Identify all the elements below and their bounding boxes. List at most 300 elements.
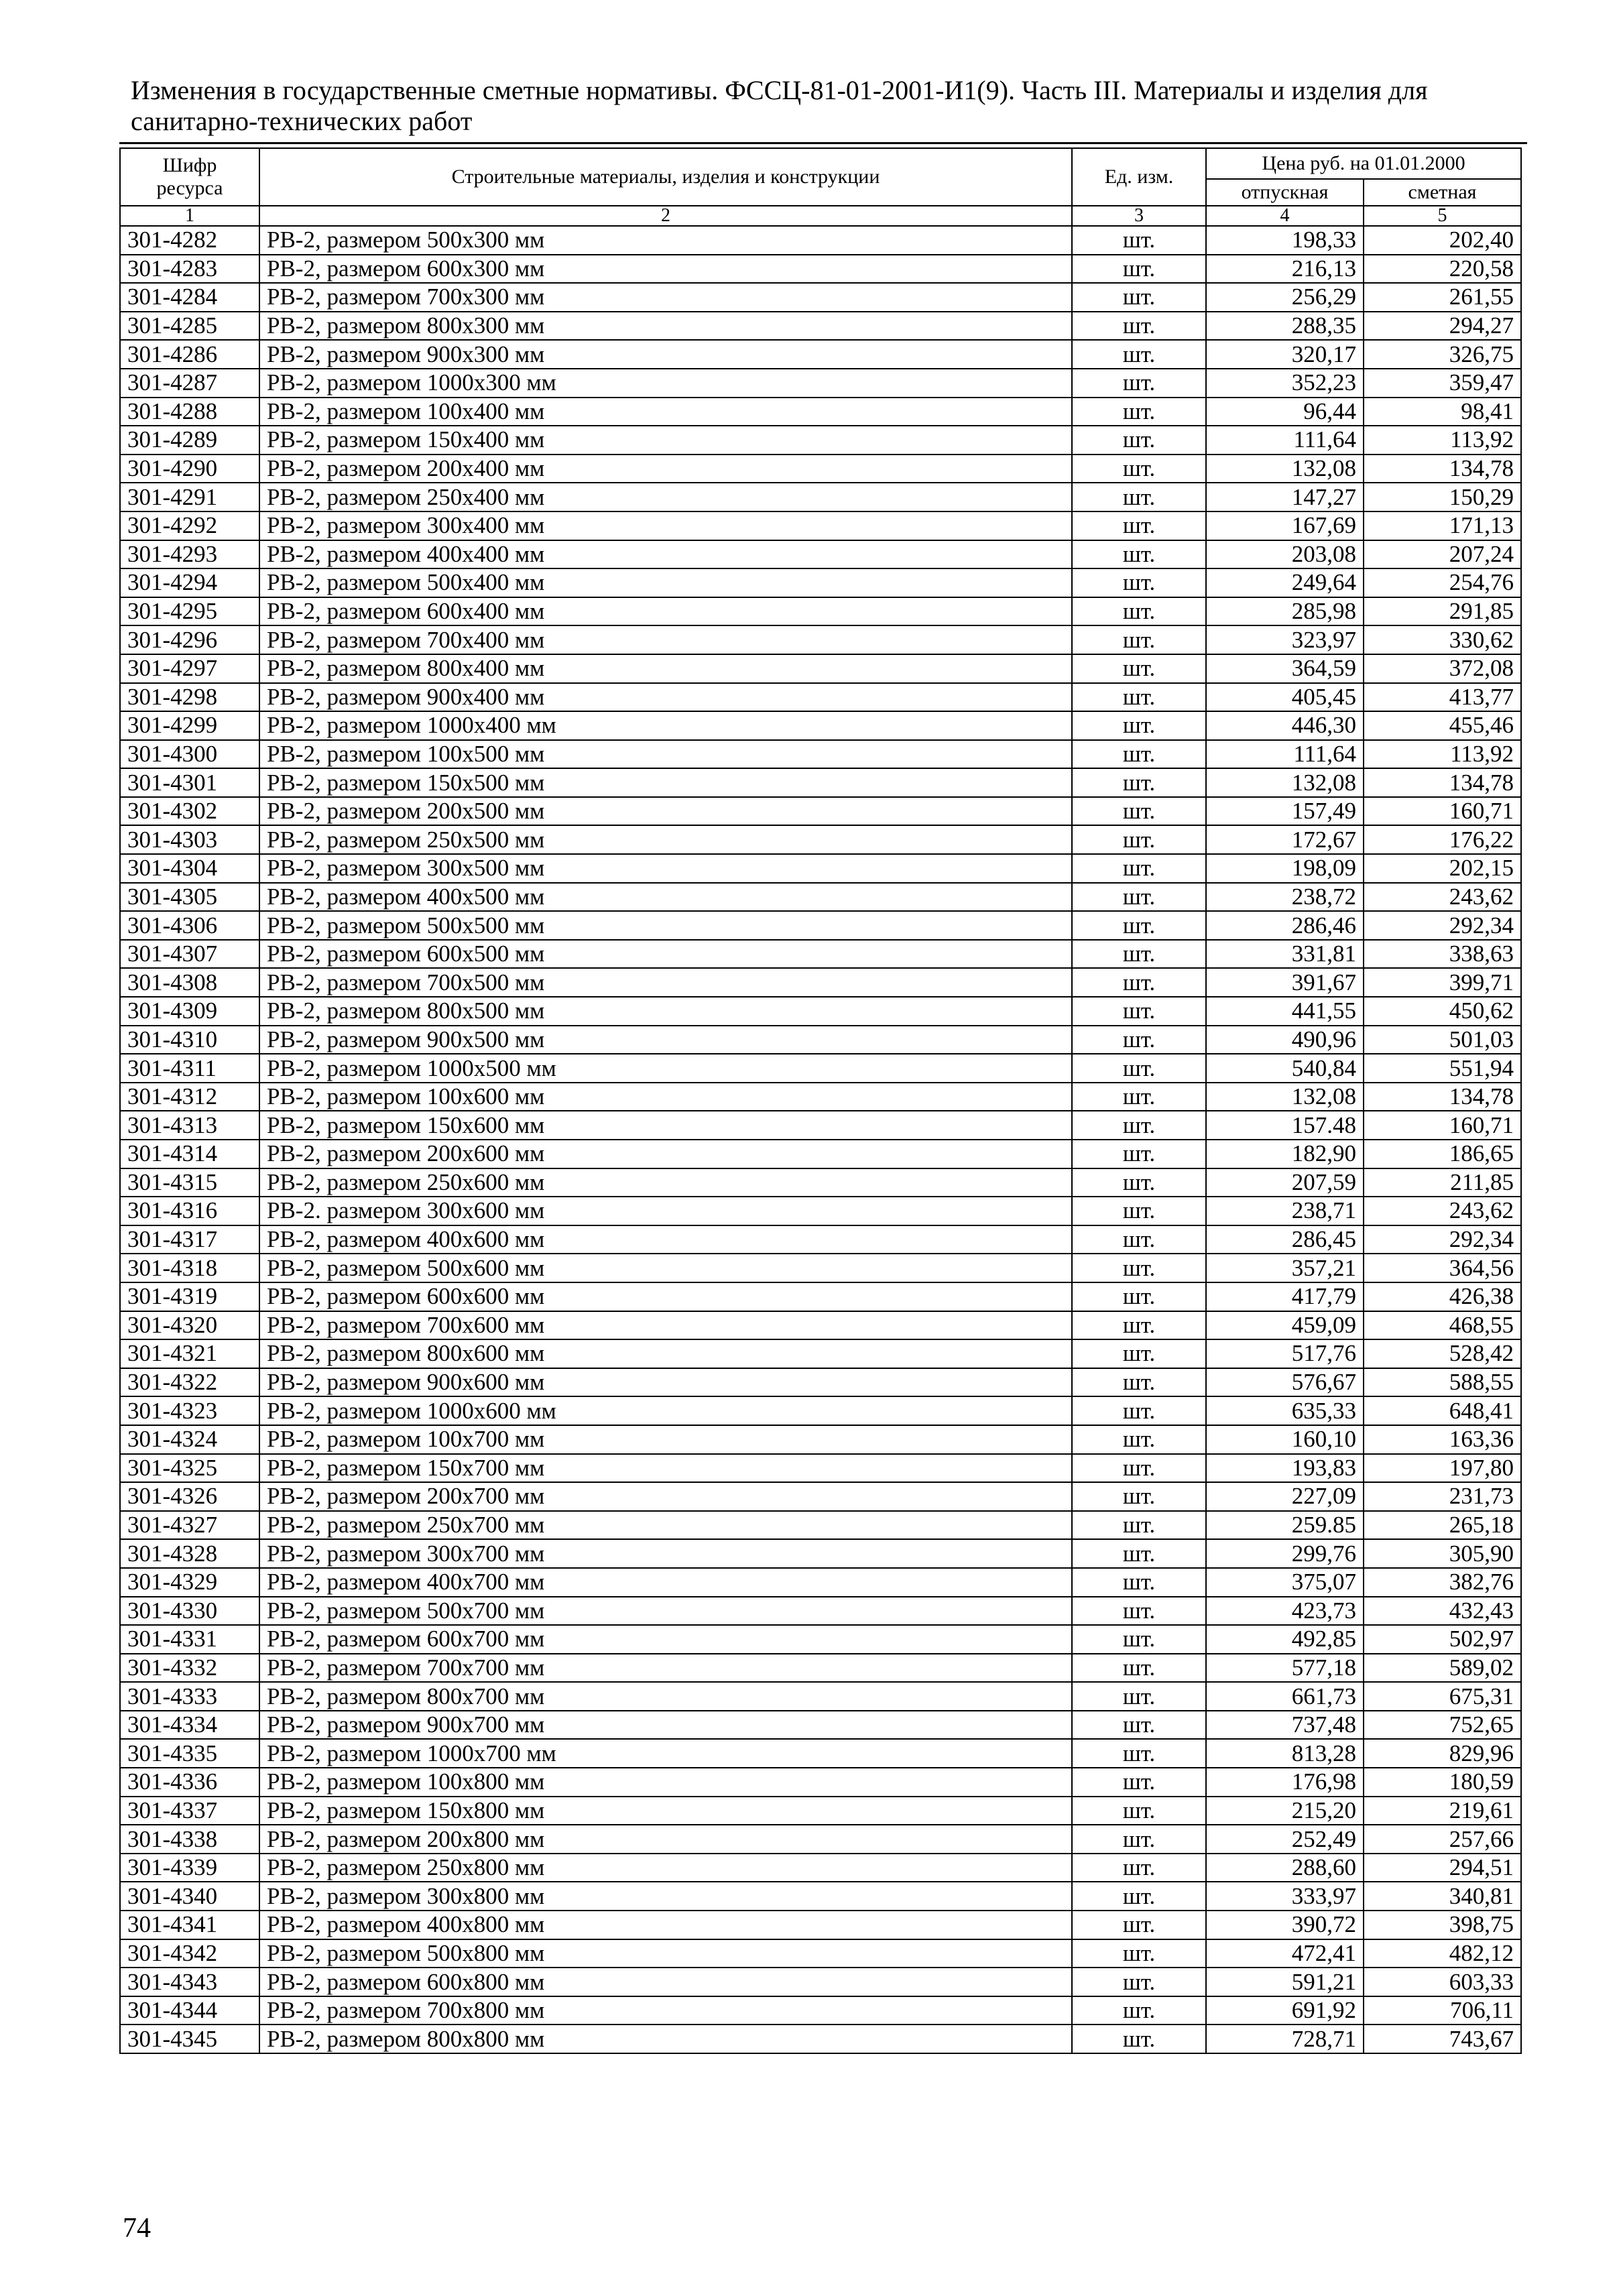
cell-code: 301-4313: [120, 1111, 259, 1140]
cell-estimate-price: 551,94: [1364, 1054, 1521, 1083]
cell-unit: шт.: [1072, 568, 1206, 597]
cell-name: РВ-2, размером 600x600 мм: [259, 1282, 1072, 1311]
cell-estimate-price: 648,41: [1364, 1396, 1521, 1425]
cell-release-price: 417,79: [1206, 1282, 1364, 1311]
cell-release-price: 299,76: [1206, 1539, 1364, 1568]
cell-estimate-price: 432,43: [1364, 1597, 1521, 1626]
cell-estimate-price: 829,96: [1364, 1739, 1521, 1768]
cell-release-price: 446,30: [1206, 711, 1364, 740]
table-row: [120, 1911, 1521, 1939]
cell-code: 301-4305: [120, 883, 259, 912]
cell-unit: шт.: [1072, 226, 1206, 255]
cell-name: РВ-2, размером 800x300 мм: [259, 312, 1072, 341]
table-row: [120, 797, 1521, 826]
table-row: [120, 1939, 1521, 1968]
col-header-unit: Ед. изм.: [1072, 148, 1206, 206]
table-row: [120, 1996, 1521, 2025]
table-row: [120, 1539, 1521, 1568]
cell-estimate-price: 291,85: [1364, 597, 1521, 626]
cell-unit: шт.: [1072, 597, 1206, 626]
table-row: [120, 883, 1521, 912]
table-row: [120, 825, 1521, 854]
cell-estimate-price: 261,55: [1364, 283, 1521, 312]
cell-name: РВ-2, размером 100x500 мм: [259, 740, 1072, 769]
cell-unit: шт.: [1072, 1111, 1206, 1140]
cell-name: РВ-2, размером 800x600 мм: [259, 1339, 1072, 1368]
cell-code: 301-4318: [120, 1254, 259, 1282]
cell-name: РВ-2, размером 900x500 мм: [259, 1026, 1072, 1054]
cell-name: РВ-2, размером 700x500 мм: [259, 968, 1072, 997]
cell-unit: шт.: [1072, 540, 1206, 569]
cell-code: 301-4298: [120, 683, 259, 712]
cell-unit: шт.: [1072, 1482, 1206, 1511]
cell-estimate-price: 202,40: [1364, 226, 1521, 255]
header-line-2: санитарно-технических работ: [131, 106, 473, 136]
header-rule: [119, 142, 1527, 144]
table-row: [120, 340, 1521, 369]
cell-estimate-price: 338,63: [1364, 940, 1521, 969]
cell-name: РВ-2, размером 600x300 мм: [259, 255, 1072, 284]
cell-code: 301-4306: [120, 911, 259, 940]
cell-name: РВ-2, размером 500x600 мм: [259, 1254, 1072, 1282]
cell-release-price: 375,07: [1206, 1568, 1364, 1597]
cell-name: РВ-2, размером 800x400 мм: [259, 654, 1072, 683]
cell-code: 301-4314: [120, 1140, 259, 1168]
cell-name: РВ-2, размером 150x800 мм: [259, 1797, 1072, 1825]
cell-unit: шт.: [1072, 483, 1206, 511]
cell-name: РВ-2, размером 600x700 мм: [259, 1625, 1072, 1654]
cell-unit: шт.: [1072, 1911, 1206, 1939]
cell-release-price: 193,83: [1206, 1454, 1364, 1483]
col-header-release: отпускная: [1206, 179, 1364, 206]
cell-name: РВ-2, размером 400x800 мм: [259, 1911, 1072, 1939]
cell-release-price: 423,73: [1206, 1597, 1364, 1626]
table-row: [120, 997, 1521, 1026]
cell-estimate-price: 294,27: [1364, 312, 1521, 341]
cell-name: РВ-2, размером 400x600 мм: [259, 1225, 1072, 1254]
table-row: [120, 1425, 1521, 1454]
cell-estimate-price: 180,59: [1364, 1768, 1521, 1797]
cell-name: РВ-2, размером 200x400 мм: [259, 455, 1072, 483]
cell-release-price: 352,23: [1206, 369, 1364, 398]
table-row: [120, 1197, 1521, 1225]
cell-release-price: 215,20: [1206, 1797, 1364, 1825]
table-row: [120, 1711, 1521, 1740]
cell-estimate-price: 160,71: [1364, 1111, 1521, 1140]
cell-release-price: 147,27: [1206, 483, 1364, 511]
cell-estimate-price: 364,56: [1364, 1254, 1521, 1282]
cell-release-price: 132,08: [1206, 768, 1364, 797]
cell-unit: шт.: [1072, 1254, 1206, 1282]
cell-estimate-price: 171,13: [1364, 511, 1521, 540]
table-row: [120, 1026, 1521, 1054]
cell-code: 301-4308: [120, 968, 259, 997]
cell-release-price: 167,69: [1206, 511, 1364, 540]
table-row: [120, 1311, 1521, 1340]
cell-code: 301-4322: [120, 1368, 259, 1397]
cell-name: РВ-2, размером 400x500 мм: [259, 883, 1072, 912]
table-row: [120, 1597, 1521, 1626]
cell-release-price: 227,09: [1206, 1482, 1364, 1511]
cell-unit: шт.: [1072, 1711, 1206, 1740]
cell-code: 301-4311: [120, 1054, 259, 1083]
table-row: [120, 369, 1521, 398]
cell-estimate-price: 197,80: [1364, 1454, 1521, 1483]
cell-release-price: 333,97: [1206, 1882, 1364, 1911]
cell-code: 301-4338: [120, 1825, 259, 1854]
table-row: [120, 568, 1521, 597]
cell-code: 301-4290: [120, 455, 259, 483]
cell-release-price: 256,29: [1206, 283, 1364, 312]
cell-estimate-price: 186,65: [1364, 1140, 1521, 1168]
cell-release-price: 172,67: [1206, 825, 1364, 854]
cell-unit: шт.: [1072, 369, 1206, 398]
cell-estimate-price: 752,65: [1364, 1711, 1521, 1740]
cell-estimate-price: 176,22: [1364, 825, 1521, 854]
cell-code: 301-4292: [120, 511, 259, 540]
cell-name: РВ-2, размером 250x700 мм: [259, 1511, 1072, 1540]
cell-estimate-price: 160,71: [1364, 797, 1521, 826]
cell-unit: шт.: [1072, 312, 1206, 341]
table-row: [120, 1168, 1521, 1197]
cell-estimate-price: 743,67: [1364, 2025, 1521, 2053]
cell-name: РВ-2, размером 150x500 мм: [259, 768, 1072, 797]
cell-estimate-price: 305,90: [1364, 1539, 1521, 1568]
cell-code: 301-4295: [120, 597, 259, 626]
table-row: [120, 1482, 1521, 1511]
cell-code: 301-4310: [120, 1026, 259, 1054]
cell-release-price: 198,09: [1206, 854, 1364, 883]
table-row: [120, 1254, 1521, 1282]
cell-release-price: 635,33: [1206, 1396, 1364, 1425]
column-numbers-row: [120, 206, 1521, 226]
cell-name: РВ-2, размером 700x800 мм: [259, 1996, 1072, 2025]
table-row: [120, 1225, 1521, 1254]
cell-code: 301-4332: [120, 1654, 259, 1683]
cell-code: 301-4340: [120, 1882, 259, 1911]
cell-estimate-price: 372,08: [1364, 654, 1521, 683]
cell-estimate-price: 603,33: [1364, 1968, 1521, 1996]
cell-estimate-price: 675,31: [1364, 1682, 1521, 1711]
cell-code: 301-4337: [120, 1797, 259, 1825]
table-row: [120, 398, 1521, 426]
cell-release-price: 737,48: [1206, 1711, 1364, 1740]
cell-release-price: 576,67: [1206, 1368, 1364, 1397]
table-row: [120, 283, 1521, 312]
cell-code: 301-4345: [120, 2025, 259, 2053]
cell-name: РВ-2, размером 1000x600 мм: [259, 1396, 1072, 1425]
page-number: 74: [123, 2213, 151, 2244]
cell-unit: шт.: [1072, 1654, 1206, 1683]
col-header-name: Строительные материалы, изделия и конструкции: [259, 148, 1072, 206]
cell-code: 301-4299: [120, 711, 259, 740]
cell-name: РВ-2, размером 800x700 мм: [259, 1682, 1072, 1711]
cell-estimate-price: 113,92: [1364, 740, 1521, 769]
table-row: [120, 312, 1521, 341]
table-row: [120, 1768, 1521, 1797]
cell-release-price: 238,72: [1206, 883, 1364, 912]
cell-code: 301-4320: [120, 1311, 259, 1340]
cell-code: 301-4319: [120, 1282, 259, 1311]
cell-estimate-price: 706,11: [1364, 1996, 1521, 2025]
cell-name: РВ-2, размером 200x600 мм: [259, 1140, 1072, 1168]
table-row: [120, 483, 1521, 511]
table-row: [120, 768, 1521, 797]
cell-unit: шт.: [1072, 1996, 1206, 2025]
cell-estimate-price: 219,61: [1364, 1797, 1521, 1825]
cell-unit: шт.: [1072, 854, 1206, 883]
cell-estimate-price: 340,81: [1364, 1882, 1521, 1911]
table-row: [120, 1654, 1521, 1683]
table-row: [120, 1797, 1521, 1825]
cell-estimate-price: 382,76: [1364, 1568, 1521, 1597]
cell-name: РВ-2, размером 150x700 мм: [259, 1454, 1072, 1483]
cell-unit: шт.: [1072, 1026, 1206, 1054]
cell-unit: шт.: [1072, 398, 1206, 426]
cell-release-price: 216,13: [1206, 255, 1364, 284]
cell-unit: шт.: [1072, 1568, 1206, 1597]
cell-name: РВ-2, размером 100x700 мм: [259, 1425, 1072, 1454]
cell-estimate-price: 220,58: [1364, 255, 1521, 284]
cell-code: 301-4333: [120, 1682, 259, 1711]
cell-estimate-price: 326,75: [1364, 340, 1521, 369]
cell-unit: шт.: [1072, 1311, 1206, 1340]
cell-unit: шт.: [1072, 1054, 1206, 1083]
cell-unit: шт.: [1072, 1168, 1206, 1197]
cell-estimate-price: 202,15: [1364, 854, 1521, 883]
cell-code: 301-4325: [120, 1454, 259, 1483]
cell-unit: шт.: [1072, 1282, 1206, 1311]
cell-release-price: 591,21: [1206, 1968, 1364, 1996]
cell-name: РВ-2, размером 900x400 мм: [259, 683, 1072, 712]
cell-unit: шт.: [1072, 911, 1206, 940]
table-row: [120, 683, 1521, 712]
cell-name: РВ-2, размером 300x800 мм: [259, 1882, 1072, 1911]
table-row: [120, 625, 1521, 654]
cell-code: 301-4316: [120, 1197, 259, 1225]
cell-unit: шт.: [1072, 940, 1206, 969]
cell-name: РВ-2, размером 100x400 мм: [259, 398, 1072, 426]
cell-code: 301-4296: [120, 625, 259, 654]
cell-code: 301-4324: [120, 1425, 259, 1454]
cell-unit: шт.: [1072, 768, 1206, 797]
cell-name: РВ-2, размером 200x500 мм: [259, 797, 1072, 826]
cell-code: 301-4283: [120, 255, 259, 284]
table-row: [120, 1511, 1521, 1540]
table-row: [120, 455, 1521, 483]
table-row: [120, 2025, 1521, 2053]
cell-release-price: 111,64: [1206, 426, 1364, 455]
cell-unit: шт.: [1072, 797, 1206, 826]
cell-unit: шт.: [1072, 1339, 1206, 1368]
table-row: [120, 1854, 1521, 1882]
table-row: [120, 1682, 1521, 1711]
cell-release-price: 320,17: [1206, 340, 1364, 369]
cell-code: 301-4312: [120, 1083, 259, 1111]
cell-estimate-price: 231,73: [1364, 1482, 1521, 1511]
cell-name: РВ-2, размером 150x600 мм: [259, 1111, 1072, 1140]
cell-unit: шт.: [1072, 1968, 1206, 1996]
cell-release-price: 492,85: [1206, 1625, 1364, 1654]
cell-release-price: 182,90: [1206, 1140, 1364, 1168]
cell-release-price: 288,60: [1206, 1854, 1364, 1882]
cell-release-price: 157.48: [1206, 1111, 1364, 1140]
cell-unit: шт.: [1072, 1140, 1206, 1168]
cell-code: 301-4327: [120, 1511, 259, 1540]
col-number: 4: [1206, 206, 1364, 226]
cell-name: РВ-2, размером 700x300 мм: [259, 283, 1072, 312]
cell-estimate-price: 330,62: [1364, 625, 1521, 654]
cell-release-price: 285,98: [1206, 597, 1364, 626]
cell-unit: шт.: [1072, 1396, 1206, 1425]
table-header: [120, 148, 1521, 226]
cell-release-price: 111,64: [1206, 740, 1364, 769]
cell-code: 301-4289: [120, 426, 259, 455]
cell-release-price: 728,71: [1206, 2025, 1364, 2053]
cell-estimate-price: 113,92: [1364, 426, 1521, 455]
document-header: [131, 75, 1525, 137]
table-row: [120, 1396, 1521, 1425]
cell-code: 301-4293: [120, 540, 259, 569]
cell-unit: шт.: [1072, 740, 1206, 769]
cell-code: 301-4287: [120, 369, 259, 398]
cell-estimate-price: 399,71: [1364, 968, 1521, 997]
cell-name: РВ-2, размером 250x600 мм: [259, 1168, 1072, 1197]
table-row: [120, 1454, 1521, 1483]
cell-unit: шт.: [1072, 1625, 1206, 1654]
cell-unit: шт.: [1072, 1825, 1206, 1854]
cell-unit: шт.: [1072, 825, 1206, 854]
table-row: [120, 1625, 1521, 1654]
cell-unit: шт.: [1072, 883, 1206, 912]
cell-release-price: 198,33: [1206, 226, 1364, 255]
cell-release-price: 288,35: [1206, 312, 1364, 341]
table-row: [120, 1111, 1521, 1140]
cell-estimate-price: 294,51: [1364, 1854, 1521, 1882]
cell-code: 301-4328: [120, 1539, 259, 1568]
cell-name: РВ-2, размером 200x800 мм: [259, 1825, 1072, 1854]
cell-code: 301-4300: [120, 740, 259, 769]
cell-unit: шт.: [1072, 1797, 1206, 1825]
table-row: [120, 1083, 1521, 1111]
cell-code: 301-4301: [120, 768, 259, 797]
table-row: [120, 1054, 1521, 1083]
cell-name: РВ-2, размером 600x500 мм: [259, 940, 1072, 969]
cell-unit: шт.: [1072, 255, 1206, 284]
col-header-estimate: сметная: [1364, 179, 1521, 206]
cell-unit: шт.: [1072, 426, 1206, 455]
cell-estimate-price: 243,62: [1364, 1197, 1521, 1225]
cell-name: РВ-2, размером 1000x400 мм: [259, 711, 1072, 740]
cell-name: РВ-2, размером 1000x500 мм: [259, 1054, 1072, 1083]
cell-estimate-price: 257,66: [1364, 1825, 1521, 1854]
cell-code: 301-4330: [120, 1597, 259, 1626]
cell-release-price: 132,08: [1206, 455, 1364, 483]
price-table: [119, 147, 1522, 2054]
cell-name: РВ-2, размером 500x400 мм: [259, 568, 1072, 597]
cell-unit: шт.: [1072, 1882, 1206, 1911]
cell-name: РВ-2, размером 900x300 мм: [259, 340, 1072, 369]
cell-code: 301-4315: [120, 1168, 259, 1197]
cell-release-price: 577,18: [1206, 1654, 1364, 1683]
cell-release-price: 157,49: [1206, 797, 1364, 826]
table-row: [120, 1339, 1521, 1368]
cell-estimate-price: 134,78: [1364, 768, 1521, 797]
cell-name: РВ-2, размером 600x400 мм: [259, 597, 1072, 626]
cell-estimate-price: 426,38: [1364, 1282, 1521, 1311]
cell-release-price: 286,45: [1206, 1225, 1364, 1254]
table-row: [120, 226, 1521, 255]
cell-estimate-price: 243,62: [1364, 883, 1521, 912]
cell-code: 301-4339: [120, 1854, 259, 1882]
cell-estimate-price: 450,62: [1364, 997, 1521, 1026]
table-row: [120, 597, 1521, 626]
cell-name: РВ-2, размером 400x400 мм: [259, 540, 1072, 569]
cell-name: РВ-2, размером 800x500 мм: [259, 997, 1072, 1026]
cell-release-price: 132,08: [1206, 1083, 1364, 1111]
cell-estimate-price: 468,55: [1364, 1311, 1521, 1340]
cell-estimate-price: 292,34: [1364, 1225, 1521, 1254]
cell-code: 301-4288: [120, 398, 259, 426]
cell-release-price: 691,92: [1206, 1996, 1364, 2025]
cell-release-price: 176,98: [1206, 1768, 1364, 1797]
cell-code: 301-4302: [120, 797, 259, 826]
cell-unit: шт.: [1072, 625, 1206, 654]
cell-name: РВ-2, размером 500x800 мм: [259, 1939, 1072, 1968]
cell-estimate-price: 589,02: [1364, 1654, 1521, 1683]
cell-unit: шт.: [1072, 1454, 1206, 1483]
cell-estimate-price: 134,78: [1364, 1083, 1521, 1111]
cell-name: РВ-2, размером 400x700 мм: [259, 1568, 1072, 1597]
cell-release-price: 661,73: [1206, 1682, 1364, 1711]
cell-release-price: 286,46: [1206, 911, 1364, 940]
cell-unit: шт.: [1072, 1083, 1206, 1111]
cell-release-price: 391,67: [1206, 968, 1364, 997]
cell-name: РВ-2, размером 300x700 мм: [259, 1539, 1072, 1568]
cell-estimate-price: 398,75: [1364, 1911, 1521, 1939]
cell-code: 301-4336: [120, 1768, 259, 1797]
table-row: [120, 1825, 1521, 1854]
cell-unit: шт.: [1072, 683, 1206, 712]
cell-release-price: 207,59: [1206, 1168, 1364, 1197]
cell-release-price: 390,72: [1206, 1911, 1364, 1939]
cell-name: РВ-2, размером 700x700 мм: [259, 1654, 1072, 1683]
cell-release-price: 160,10: [1206, 1425, 1364, 1454]
cell-estimate-price: 254,76: [1364, 568, 1521, 597]
cell-name: РВ-2, размером 500x300 мм: [259, 226, 1072, 255]
table-row: [120, 1882, 1521, 1911]
cell-name: РВ-2, размером 250x800 мм: [259, 1854, 1072, 1882]
cell-release-price: 364,59: [1206, 654, 1364, 683]
cell-release-price: 259.85: [1206, 1511, 1364, 1540]
table-row: [120, 1968, 1521, 1996]
col-number: 2: [259, 206, 1072, 226]
table-row: [120, 1368, 1521, 1397]
cell-name: РВ-2, размером 250x500 мм: [259, 825, 1072, 854]
cell-name: РВ-2, размером 1000x300 мм: [259, 369, 1072, 398]
cell-release-price: 441,55: [1206, 997, 1364, 1026]
cell-estimate-price: 211,85: [1364, 1168, 1521, 1197]
cell-name: РВ-2, размером 700x600 мм: [259, 1311, 1072, 1340]
cell-release-price: 813,28: [1206, 1739, 1364, 1768]
cell-unit: шт.: [1072, 455, 1206, 483]
cell-code: 301-4342: [120, 1939, 259, 1968]
col-header-price-group: Цена руб. на 01.01.2000: [1206, 148, 1521, 179]
cell-unit: шт.: [1072, 997, 1206, 1026]
table-row: [120, 740, 1521, 769]
cell-estimate-price: 455,46: [1364, 711, 1521, 740]
table-row: [120, 911, 1521, 940]
